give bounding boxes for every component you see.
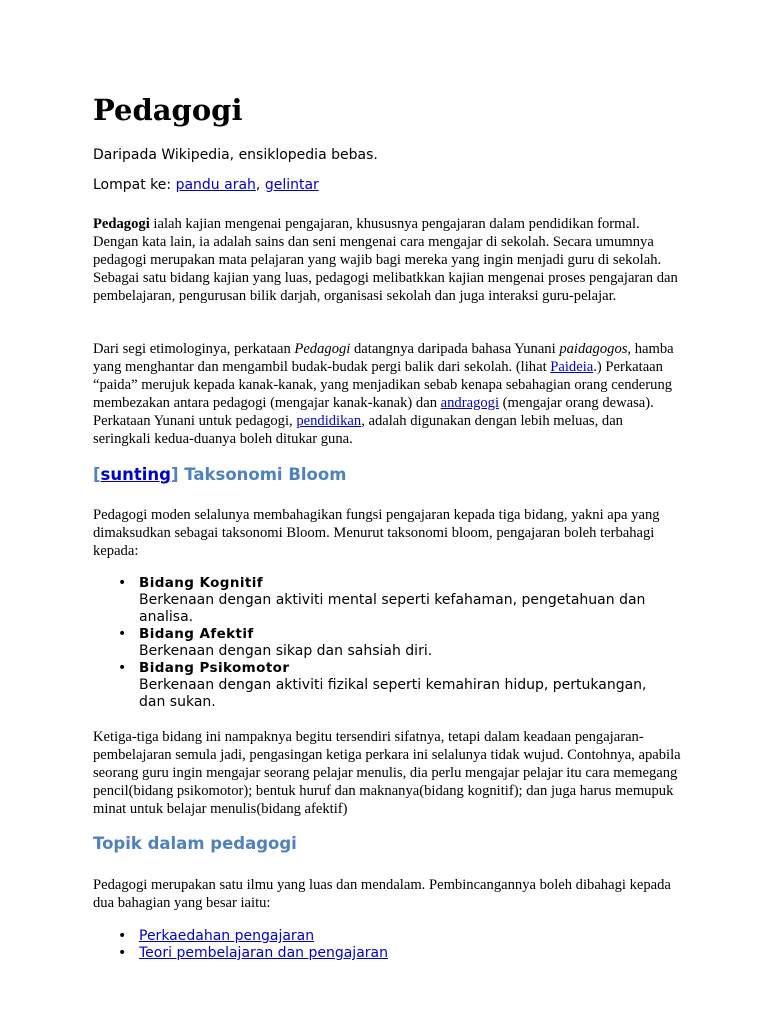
- list-item-perkaedahan: [93, 928, 388, 945]
- jump-to: [93, 177, 319, 194]
- pendidikan-link[interactable]: pendidikan: [296, 413, 362, 429]
- intro-bold-term: Pedagogi: [93, 216, 150, 232]
- bullet-icon: •: [118, 928, 127, 944]
- bloom-intro-text: Pedagogi moden selalunya membahagikan fungsi pengajaran kepada tiga bidang, yakni apa yang dimaksudkan sebagai taksonomi Bloom. Menurut taksonomi bloom, pengajaran boleh terbahagi kepada:: [93, 507, 660, 559]
- jump-search-link[interactable]: gelintar: [264, 177, 319, 193]
- edit-bracket-close: ]: [170, 465, 179, 484]
- bloom-intro-paragraph: [93, 506, 683, 560]
- etymology-text-1: Dari segi etimologinya, perkataan: [93, 341, 295, 357]
- topik-link-list: [93, 928, 388, 962]
- link-perkaedahan-pengajaran[interactable]: Perkaedahan pengajaran: [139, 928, 315, 944]
- etymology-text-3: , hamba yang menghantar dan mengambil budak-budak pergi balik dari sekolah. (lihat: [93, 341, 674, 375]
- desc-kognitif: Berkenaan dengan aktiviti mental seperti kefahaman, pengetahuan dan analisa.: [139, 592, 646, 625]
- jump-prefix: Lompat ke:: [93, 177, 176, 193]
- etymology-paragraph: [93, 340, 683, 448]
- edit-section: [93, 465, 179, 484]
- andragogi-link[interactable]: andragogi: [440, 395, 500, 411]
- bullet-icon: •: [118, 626, 127, 642]
- desc-afektif: Berkenaan dengan sikap dan sahsiah diri.: [139, 643, 433, 659]
- etymology-text-2: datangnya daripada bahasa Yunani: [350, 341, 560, 357]
- etymology-text-5: (mengajar orang dewasa). Perkataan Yunani untuk pedagogi,: [93, 395, 654, 429]
- topik-intro-paragraph: [93, 876, 683, 912]
- bloom-closing-text: Ketiga-tiga bidang ini nampaknya begitu tersendiri sifatnya, tetapi dalam keadaan pengajaran-pembelajaran semula jadi, pengasingan ketiga perkara ini selalunya tidak wujud. Contohnya, apabila seorang guru ingin mengajar seorang pelajar menulis, dia perlu mengajar pelajar itu cara memegang pencil(bidang psikomotor); bentuk huruf dan maknanya(bidang kognitif); dan juga harus memupuk minat untuk belajar menulis(bidang afektif): [93, 729, 681, 817]
- list-item-kognitif: [93, 575, 683, 626]
- etymology-text-4: .) Perkataan “paida” merujuk kepada kanak-kanak, yang menjadikan sebab kenapa sebahagian orang cenderung membezakan antara pedagogi (mengajar kanak-kanak) dan: [93, 359, 673, 411]
- section-heading-text: Taksonomi Bloom: [178, 465, 347, 484]
- desc-psikomotor: Berkenaan dengan aktiviti fizikal seperti kemahiran hidup, pertukangan, dan sukan.: [139, 677, 647, 710]
- list-item-psikomotor: [93, 660, 683, 711]
- page-title: Pedagogi: [93, 93, 243, 127]
- edit-bracket-open: [: [93, 465, 101, 484]
- paideia-link[interactable]: Paideia: [550, 359, 594, 375]
- link-teori-pembelajaran[interactable]: Teori pembelajaran dan pengajaran: [139, 945, 388, 961]
- etymology-italic-paidagogos: paidagogos: [559, 341, 628, 357]
- list-item-teori: [93, 945, 388, 962]
- term-psikomotor: Bidang Psikomotor: [139, 660, 290, 676]
- bullet-icon: •: [118, 945, 127, 961]
- edit-section-link[interactable]: sunting: [100, 465, 171, 484]
- bullet-icon: •: [118, 660, 127, 676]
- etymology-italic-pedagogi: Pedagogi: [294, 341, 351, 357]
- list-item-afektif: [93, 626, 683, 660]
- etymology-text-6: , adalah digunakan dengan lebih meluas, dan seringkali kedua-duanya boleh ditukar guna.: [93, 413, 623, 447]
- topik-intro-text: Pedagogi merupakan satu ilmu yang luas dan mendalam. Pembincangannya boleh dibahagi kepada dua bahagian yang besar iaitu:: [93, 877, 671, 911]
- intro-text: ialah kajian mengenai pengajaran, khususnya pengajaran dalam pendidikan formal. Dengan kata lain, ia adalah sains dan seni mengenai cara mengajar di sekolah. Secara umumnya pedagogi merupakan mata pelajaran yang wajib bagi mereka yang ingin menjadi guru di sekolah. Sebagai satu bidang kajian yang luas, pedagogi melibatkkan kajian mengenai proses pengajaran dan pembelajaran, pengurusan bilik darjah, organisasi sekolah dan juga interaksi guru-pelajar.: [93, 216, 678, 304]
- term-afektif: Bidang Afektif: [139, 626, 254, 642]
- section-heading-taksonomi-bloom: [93, 465, 346, 485]
- section-heading-topik: Topik dalam pedagogi: [93, 834, 297, 853]
- bullet-icon: •: [118, 575, 127, 591]
- bloom-domain-list: [93, 575, 683, 711]
- tagline-text: Daripada Wikipedia, ensiklopedia bebas.: [93, 147, 378, 163]
- bloom-closing-paragraph: [93, 728, 683, 818]
- jump-navigation-link[interactable]: pandu arah: [175, 177, 256, 193]
- tagline: [93, 147, 378, 164]
- jump-separator: ,: [255, 177, 265, 193]
- term-kognitif: Bidang Kognitif: [139, 575, 264, 591]
- intro-paragraph: [93, 215, 683, 305]
